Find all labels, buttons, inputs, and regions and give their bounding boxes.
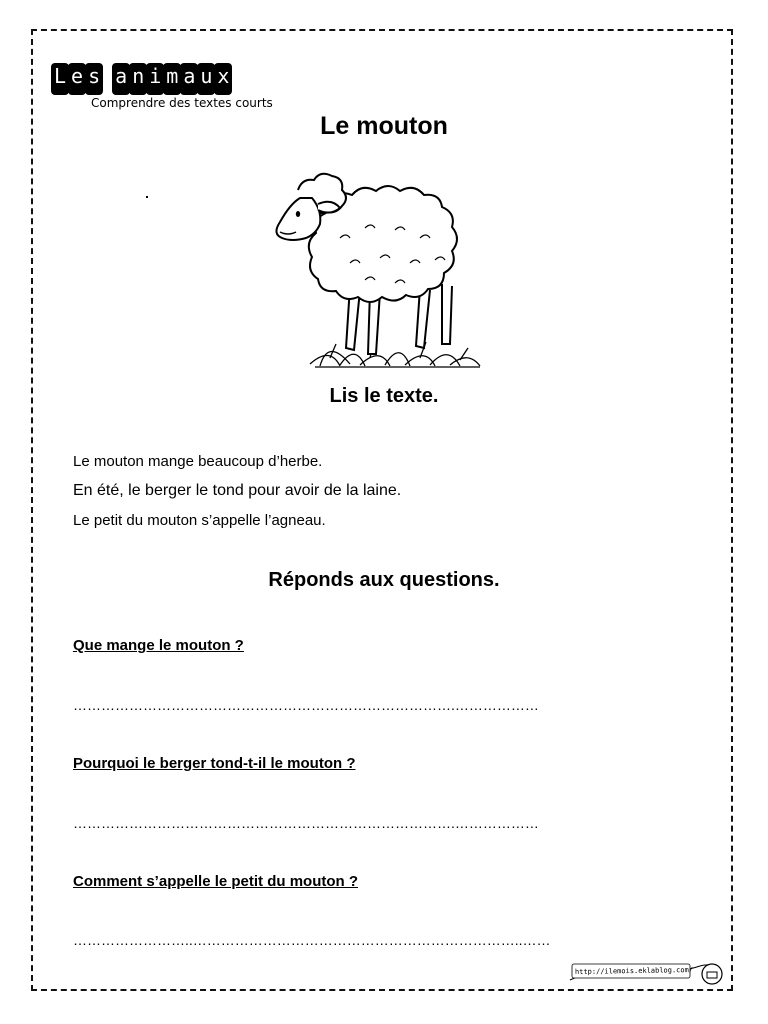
question-1: Que mange le mouton ? (73, 637, 244, 654)
reading-sentence: Le mouton mange beaucoup d’herbe. (73, 453, 323, 470)
header-title-letter: e (69, 64, 85, 94)
questions-heading: Réponds aux questions. (268, 569, 500, 591)
header-title-word (52, 64, 103, 94)
header-title-letter: m (164, 64, 180, 94)
header-title-word (113, 64, 232, 94)
header-title-letter: L (52, 64, 68, 94)
header-title-letter: a (113, 64, 129, 94)
footer-url[interactable]: http://ilemois.eklablog.com/ (574, 965, 694, 977)
question-2: Pourquoi le berger tond-t-il le mouton ? (73, 755, 356, 772)
header-title-letter: i (147, 64, 163, 94)
reading-heading: Lis le texte. (329, 385, 439, 407)
header-title-letter: a (181, 64, 197, 94)
header-subtitle: Comprendre des textes courts (91, 96, 273, 110)
header-title (52, 64, 242, 94)
page-title: Le mouton (320, 112, 448, 140)
question-3: Comment s’appelle le petit du mouton ? (73, 873, 359, 890)
reading-sentence: En été, le berger le tond pour avoir de la laine. (73, 482, 402, 499)
header-title-letter: x (215, 64, 231, 94)
header-title-letter: n (130, 64, 146, 94)
sheep-illustration (270, 168, 490, 373)
stray-dot (146, 196, 148, 198)
header-title-letter: s (86, 64, 102, 94)
answer-line-2[interactable]: ……………………………………………………………………….……………… (73, 815, 539, 831)
header-title-letter: u (198, 64, 214, 94)
answer-line-1[interactable]: ……………………………………………………………………….……………… (73, 697, 539, 713)
answer-line-3[interactable]: ……………………..……………………………………………………………..…… (73, 932, 551, 948)
reading-sentence: Le petit du mouton s’appelle l’agneau. (73, 512, 326, 529)
